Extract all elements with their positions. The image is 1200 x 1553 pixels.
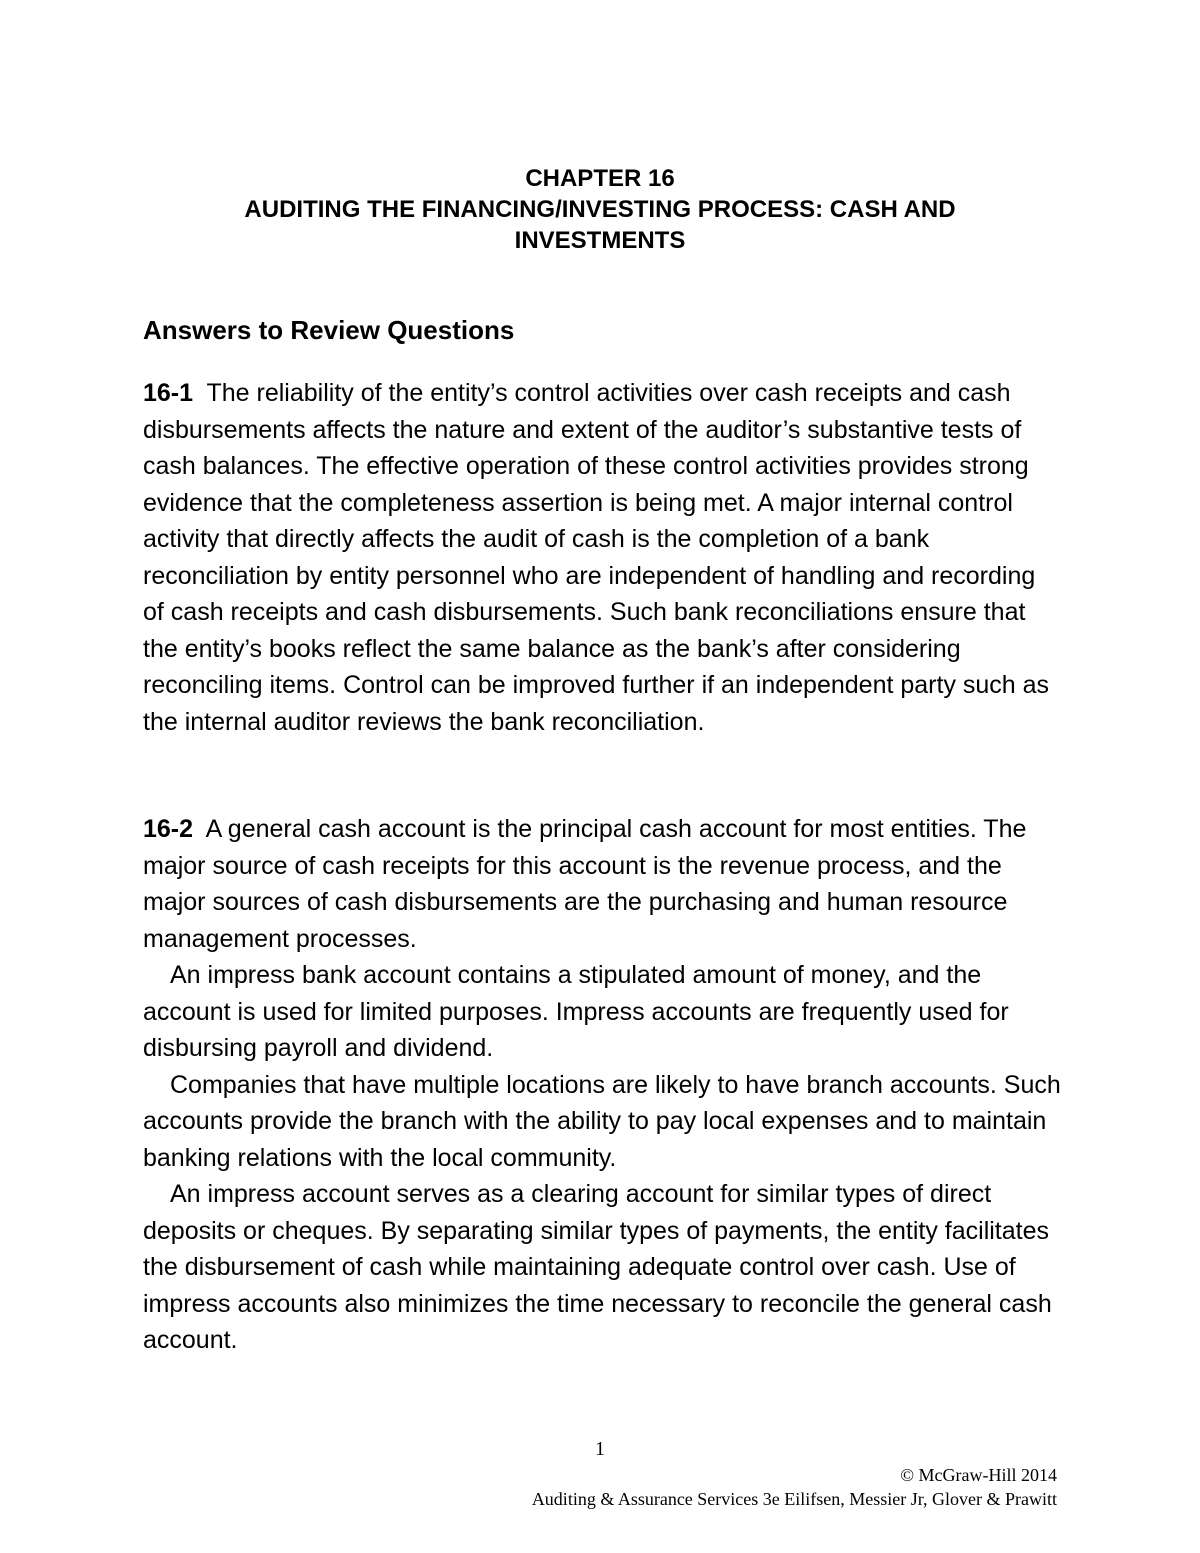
chapter-number: CHAPTER 16 bbox=[525, 165, 675, 192]
question-paragraph: An impress account serves as a clearing account for similar types of direct deposits or cheques. By separating similar types of payments, the entity facilitates the disbursement of cash while maintaining adequate control over cash. Use of impress accounts also minimizes the time necessary to reconcile the general cash account. bbox=[143, 1180, 1052, 1354]
question-16-2 bbox=[143, 811, 1063, 1359]
page-footer bbox=[532, 1463, 1057, 1511]
question-paragraph bbox=[143, 375, 1063, 740]
question-paragraph bbox=[143, 811, 1063, 957]
question-16-1 bbox=[143, 375, 1063, 740]
question-text: A general cash account is the principal cash account for most entities. The major source of cash receipts for this account is the revenue process, and the major sources of cash disbursements are the purchasing and human resource management processes. bbox=[143, 815, 1027, 953]
chapter-heading bbox=[143, 163, 1057, 256]
section-heading: Answers to Review Questions bbox=[143, 315, 515, 345]
book-citation: Auditing & Assurance Services 3e Eilifsen, Messier Jr, Glover & Prawitt bbox=[531, 1489, 1057, 1509]
chapter-title-line-1: AUDITING THE FINANCING/INVESTING PROCESS: CASH AND bbox=[244, 196, 956, 223]
page-number: 1 bbox=[595, 1438, 605, 1460]
question-paragraph: An impress bank account contains a stipulated amount of money, and the account is used for limited purposes. Impress accounts are frequently used for disbursing payroll and dividend. bbox=[143, 961, 1009, 1062]
question-number: 16-2 bbox=[143, 815, 194, 843]
question-text: The reliability of the entity’s control activities over cash receipts and cash disbursements affects the nature and extent of the auditor’s substantive tests of cash balances. The effective operation of these control activities provides strong evidence that the completeness assertion is being met. A major internal control activity that directly affects the audit of cash is the completion of a bank reconciliation by entity personnel who are independent of handling and recording of cash receipts and cash disbursements. Such bank reconciliations ensure that the entity’s books reflect the same balance as the bank’s after considering reconciling items. Control can be improved further if an independent party such as the internal auditor reviews the bank reconciliation. bbox=[143, 379, 1050, 736]
copyright-notice: © McGraw-Hill 2014 bbox=[900, 1465, 1057, 1485]
chapter-title-line-2: INVESTMENTS bbox=[514, 227, 686, 254]
question-paragraph: Companies that have multiple locations are likely to have branch accounts. Such accounts provide the branch with the ability to pay local expenses and to maintain banking relations with the local community. bbox=[143, 1070, 1061, 1172]
question-number: 16-1 bbox=[143, 379, 194, 407]
